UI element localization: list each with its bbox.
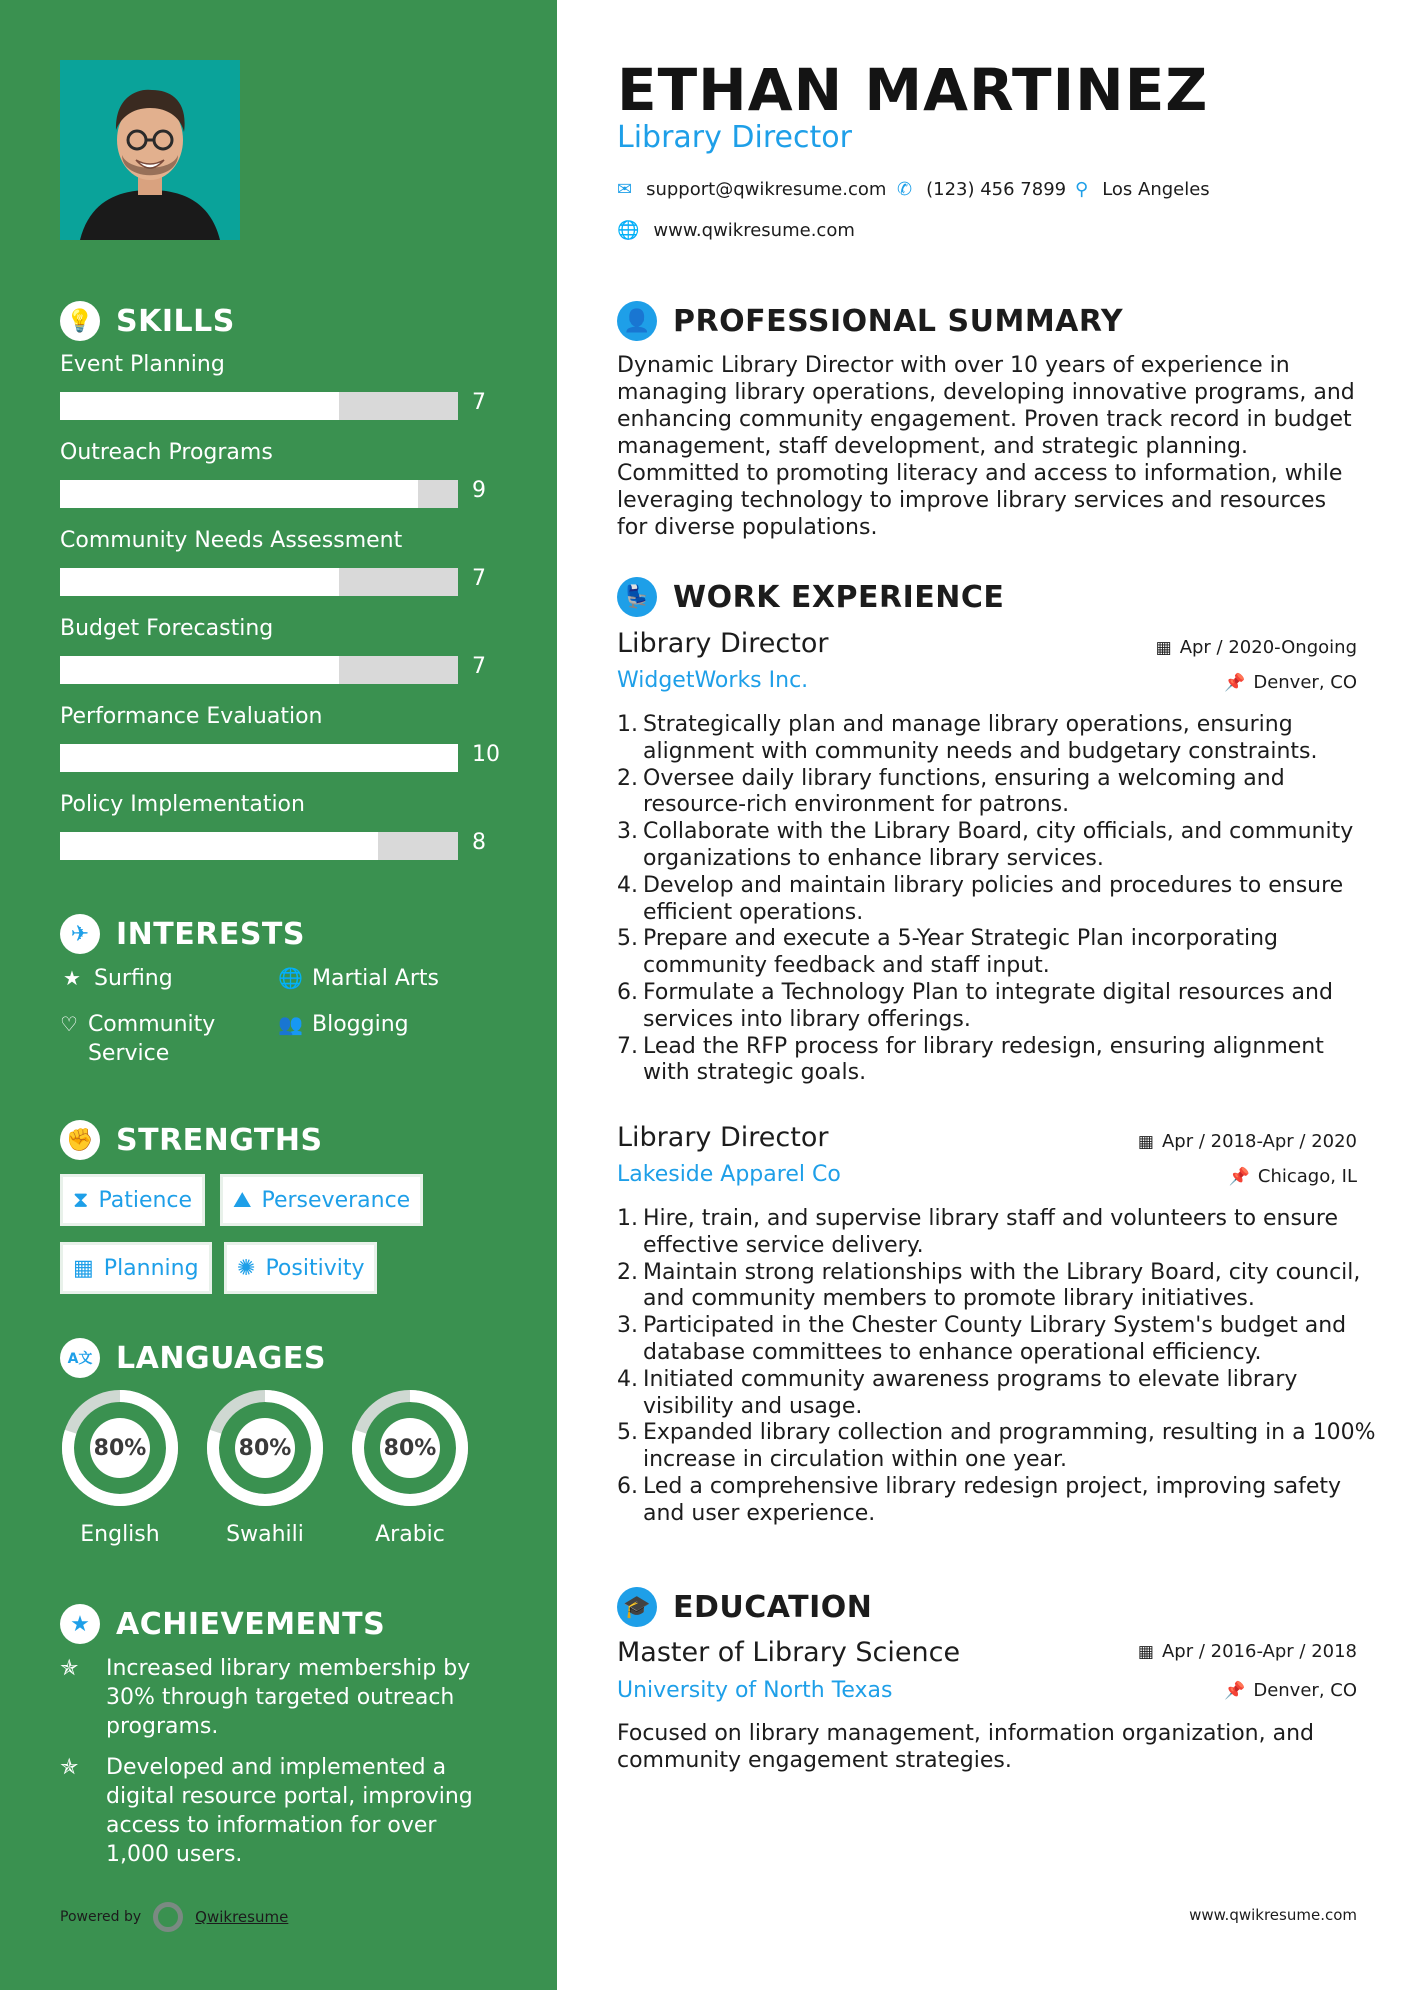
footer-url[interactable]: www.qwikresume.com xyxy=(1189,1906,1357,1924)
duty-item xyxy=(617,1367,1377,1421)
achievement-item: ✯ Increased library membership by 30% through targeted outreach programs. xyxy=(60,1656,471,1739)
duty-item xyxy=(617,926,1377,980)
skill-bar-fill xyxy=(60,656,339,684)
website-link[interactable]: www.qwikresume.com xyxy=(653,220,855,241)
skill-bar-fill xyxy=(60,744,458,772)
map-pin-icon: ⚲ xyxy=(1075,179,1089,200)
main-content xyxy=(557,0,1407,1990)
star-badge-icon: ★ xyxy=(60,1604,100,1644)
pushpin-icon: 📌 xyxy=(1224,1680,1246,1701)
school-name: University of North Texas xyxy=(617,1678,893,1703)
paper-plane-icon: ✈ xyxy=(60,914,100,954)
job-location: 📌 Chicago, IL xyxy=(1228,1166,1357,1187)
interest-item: 🌐 Martial Arts xyxy=(278,966,440,991)
duty-number: 1. xyxy=(617,712,638,737)
education-description: Focused on library management, information organization, and community engagement strategies. xyxy=(617,1721,1314,1773)
duty-item xyxy=(617,1474,1377,1528)
duty-text: Collaborate with the Library Board, city officials, and community organizations to enhance library services. xyxy=(643,819,1354,871)
skill-level: 9 xyxy=(472,478,486,503)
duty-item xyxy=(617,1260,1377,1314)
job-dates: ▦ Apr / 2018-Apr / 2020 xyxy=(1137,1131,1357,1152)
duty-number: 4. xyxy=(617,872,638,898)
experience-heading: 💺 WORK EXPERIENCE xyxy=(617,577,1004,617)
language-name: English xyxy=(80,1522,160,1547)
skill-level: 7 xyxy=(472,390,486,415)
globe-icon: 🌐 xyxy=(617,220,640,241)
avatar xyxy=(60,60,240,240)
duty-text: Lead the RFP process for library redesign, ensuring alignment with strategic goals. xyxy=(643,1033,1324,1086)
languages-heading: A文 LANGUAGES xyxy=(60,1338,326,1378)
duty-number: 5. xyxy=(617,926,638,952)
contact-website xyxy=(617,220,855,241)
skill-name: Budget Forecasting xyxy=(60,616,274,641)
job-duties xyxy=(617,1206,1377,1528)
duty-text: Develop and maintain library policies and procedures to ensure efficient operations. xyxy=(643,872,1344,925)
duty-text: Led a comprehensive library redesign project, improving safety and user experience. xyxy=(643,1473,1342,1526)
language-percent: 80% xyxy=(93,1435,147,1461)
achievements-heading: ★ ACHIEVEMENTS xyxy=(60,1604,385,1644)
calendar-icon: ▦ xyxy=(73,1255,94,1281)
profile-photo xyxy=(60,60,240,240)
duty-number: 3. xyxy=(617,819,638,845)
skill-bar xyxy=(60,568,458,596)
contact-email xyxy=(617,179,886,200)
language-percent: 80% xyxy=(238,1435,292,1461)
star-burst-icon: ✯ xyxy=(60,1656,79,1681)
duty-number: 5. xyxy=(617,1420,638,1446)
qwikresume-logo-icon xyxy=(153,1902,183,1932)
interests-heading: ✈ INTERESTS xyxy=(60,914,305,954)
job-company: Lakeside Apparel Co xyxy=(617,1162,841,1187)
skill-bar xyxy=(60,480,458,508)
office-chair-icon: 💺 xyxy=(617,577,657,617)
pushpin-icon: 📌 xyxy=(1224,672,1246,693)
duty-number: 2. xyxy=(617,1259,638,1285)
contact-phone: ✆ (123) 456 7899 xyxy=(897,179,1067,200)
envelope-icon: ✉ xyxy=(617,179,633,200)
language-name: Swahili xyxy=(226,1522,304,1547)
calendar-icon: ▦ xyxy=(1137,1641,1154,1662)
graduate-icon: 🎓 xyxy=(617,1587,657,1627)
job-dates: ▦ Apr / 2020-Ongoing xyxy=(1155,637,1357,658)
skill-bar-fill xyxy=(60,568,339,596)
pushpin-icon: 📌 xyxy=(1228,1166,1250,1187)
calendar-icon: ▦ xyxy=(1137,1131,1154,1152)
hourglass-icon: ⧗ xyxy=(73,1187,89,1213)
duty-number: 2. xyxy=(617,765,638,791)
user-icon: 👤 xyxy=(617,301,657,341)
skill-bar xyxy=(60,744,458,772)
duty-text: Formulate a Technology Plan to integrate digital resources and services into library offerings. xyxy=(643,979,1333,1032)
skill-name: Policy Implementation xyxy=(60,792,305,817)
skill-name: Outreach Programs xyxy=(60,440,273,465)
duty-number: 3. xyxy=(617,1313,638,1339)
duty-item xyxy=(617,712,1377,766)
job-duties xyxy=(617,712,1377,1087)
job-title: Library Director xyxy=(617,628,829,659)
skill-name: Event Planning xyxy=(60,352,225,377)
star-icon: ★ xyxy=(63,966,81,990)
duty-text: Strategically plan and manage library operations, ensuring alignment with community needs and budgetary constraints. xyxy=(643,712,1318,764)
job-title: Library Director xyxy=(617,1122,829,1153)
heart-hand-icon: ♡ xyxy=(60,1012,78,1036)
duty-number: 1. xyxy=(617,1206,638,1231)
job-company: WidgetWorks Inc. xyxy=(617,668,809,693)
skill-name: Community Needs Assessment xyxy=(60,528,403,553)
duty-item xyxy=(617,1313,1377,1367)
globe-icon: 🌐 xyxy=(278,966,303,990)
skill-level: 10 xyxy=(472,742,500,767)
duty-number: 4. xyxy=(617,1366,638,1392)
duty-text: Participated in the Chester County Library System's budget and database committees to enhance operational efficiency. xyxy=(643,1313,1347,1365)
duty-item xyxy=(617,980,1377,1034)
duty-item xyxy=(617,1420,1377,1474)
duty-item xyxy=(617,1034,1377,1088)
duty-number: 7. xyxy=(617,1033,638,1059)
duty-item xyxy=(617,766,1377,820)
duty-text: Hire, train, and supervise library staff and volunteers to ensure effective service delivery. xyxy=(643,1206,1338,1258)
calendar-icon: ▦ xyxy=(1155,637,1172,658)
duty-text: Maintain strong relationships with the Library Board, city council, and community members to promote library initiatives. xyxy=(643,1259,1361,1312)
contact-location: ⚲ Los Angeles xyxy=(1075,179,1210,200)
duty-text: Oversee daily library functions, ensuring a welcoming and resource-rich environment for patrons. xyxy=(643,765,1285,818)
duty-item xyxy=(617,873,1377,927)
interest-item: ♡ Community Service xyxy=(60,1012,216,1066)
fist-icon: ✊ xyxy=(60,1120,100,1160)
education-heading: 🎓 EDUCATION xyxy=(617,1587,872,1627)
summary-text: Dynamic Library Director with over 10 years of experience in managing library operations, developing innovative programs, and enhancing community engagement. Proven track record in budget management, staff development, and strategic planning. Committed to promoting literacy and access to information, while leveraging technology to improve library services and resources for diverse populations. xyxy=(617,353,1355,540)
language-icon: A文 xyxy=(60,1338,100,1378)
phone-icon: ✆ xyxy=(897,179,913,200)
users-icon: 👥 xyxy=(278,1012,303,1036)
language-percent: 80% xyxy=(383,1435,437,1461)
duty-text: Initiated community awareness programs to elevate library visibility and usage. xyxy=(643,1366,1298,1419)
duty-number: 6. xyxy=(617,1473,638,1499)
job-location: 📌 Denver, CO xyxy=(1224,672,1357,693)
skill-bar-fill xyxy=(60,392,339,420)
language-name: Arabic xyxy=(375,1522,445,1547)
achievement-item: ✯ Developed and implemented a digital resource portal, improving access to information for over 1,000 users. xyxy=(60,1755,473,1867)
skill-level: 7 xyxy=(472,654,486,679)
duty-text: Prepare and execute a 5-Year Strategic Plan incorporating community feedback and staff input. xyxy=(643,926,1278,979)
skill-level: 8 xyxy=(472,830,486,855)
strength-chip: ⧗ Patience xyxy=(60,1174,205,1226)
strengths-heading: ✊ STRENGTHS xyxy=(60,1120,323,1160)
email-link[interactable]: support@qwikresume.com xyxy=(646,179,887,200)
strength-chip: ⛰ Perseverance xyxy=(220,1174,423,1226)
sidebar xyxy=(0,0,557,1990)
candidate-role: Library Director xyxy=(617,120,852,155)
road-icon: ⛰ xyxy=(233,1187,252,1213)
language-item xyxy=(60,1388,180,1547)
star-burst-icon: ✯ xyxy=(60,1755,79,1780)
skill-bar xyxy=(60,392,458,420)
candidate-name: ETHAN MARTINEZ xyxy=(617,56,1209,124)
brand-link[interactable]: Qwikresume xyxy=(195,1908,289,1926)
skill-level: 7 xyxy=(472,566,486,591)
education-location: 📌 Denver, CO xyxy=(1224,1680,1357,1701)
duty-number: 6. xyxy=(617,979,638,1005)
strength-chip: ✺ Positivity xyxy=(224,1242,377,1294)
powered-by: Powered by Qwikresume xyxy=(60,1902,288,1932)
skills-heading: 💡 SKILLS xyxy=(60,301,235,341)
duty-item xyxy=(617,819,1377,873)
summary-heading: 👤 PROFESSIONAL SUMMARY xyxy=(617,301,1123,341)
skill-name: Performance Evaluation xyxy=(60,704,323,729)
skill-bar-fill xyxy=(60,480,418,508)
lightbulb-icon: 💡 xyxy=(60,301,100,341)
sun-icon: ✺ xyxy=(237,1255,256,1281)
skill-bar-fill xyxy=(60,832,378,860)
strength-chip: ▦ Planning xyxy=(60,1242,212,1294)
degree-title: Master of Library Science xyxy=(617,1637,961,1668)
interest-item: 👥 Blogging xyxy=(278,1012,409,1037)
skill-bar xyxy=(60,832,458,860)
duty-item xyxy=(617,1206,1377,1260)
language-item xyxy=(205,1388,325,1547)
education-dates: ▦ Apr / 2016-Apr / 2018 xyxy=(1137,1641,1357,1662)
duty-text: Expanded library collection and programming, resulting in a 100% increase in circulation within one year. xyxy=(643,1420,1376,1473)
language-item xyxy=(350,1388,470,1547)
interest-item: ★ Surfing xyxy=(60,964,173,993)
skill-bar xyxy=(60,656,458,684)
